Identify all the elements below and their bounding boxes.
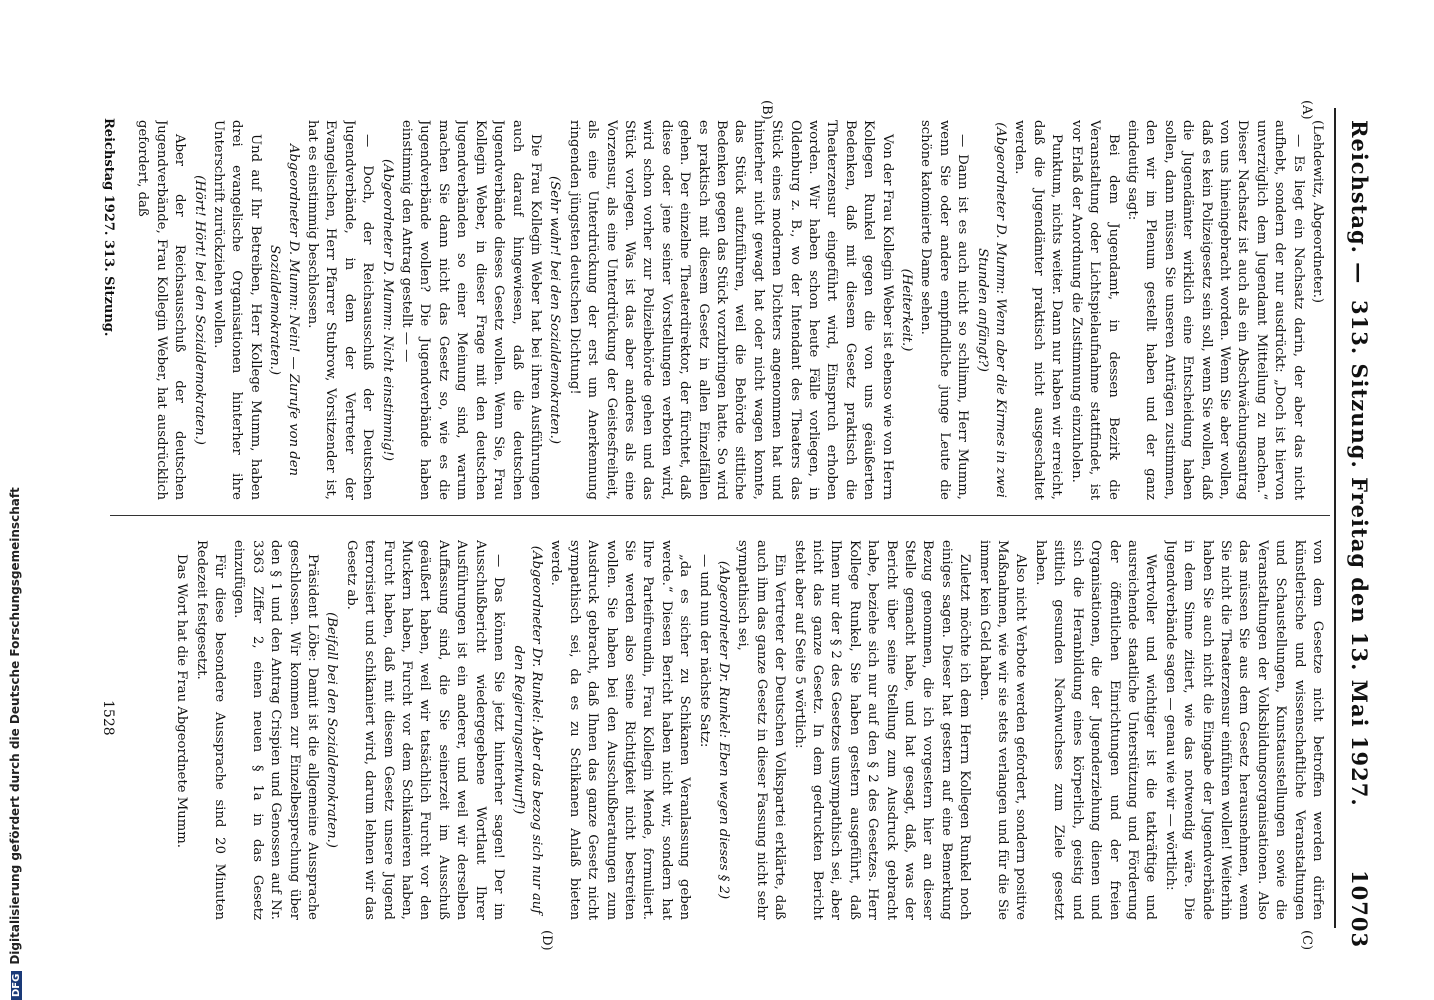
paragraph: (Abgeordneter D. Mumm: Wenn aber die Kirmes in zwei Stunden anfängt?): [974, 122, 1009, 498]
footer-session: Reichstag 1927. 313. Sitzung.: [101, 118, 116, 337]
paragraph: Präsident Löbe: Damit ist die allgemeine Aussprache geschlossen. Wir kommen zur Einzelbesprechung über den § 1 und den Antrag Crispien und Genossen auf Nr. 3363 Ziffer 2, einen neuen § 1a in das Gesetz einzufügen.: [231, 540, 321, 920]
paragraph: Zuletzt möchte ich dem Herrn Kollegen Runkel noch einiges sagen. Dieser hat gestern auf eine Bemerkung Bezug genommen, die ich vorgestern hier an dieser Stelle gemacht habe, und hat gesagt, daß, was der Bericht über seine Stellung zum Ausdruck gebracht habe, beziehe sich nur auf den § 2 des Gesetzes. Herr Kollege Runkel, Sie haben gestern ausgeführt, daß Ihnen nur der § 2 des Gesetzes unsympathisch sei, aber nicht das ganze Gesetz. In dem gedruckten Bericht steht aber auf Seite 5 wörtlich:: [791, 540, 973, 920]
paragraph: (Abgeordneter Dr. Runkel: Aber das bezog sich nur auf den Regierungsentwurf!): [510, 545, 544, 915]
paragraph: — Dann ist es auch nicht so schlimm, Herr Mumm, wenn Sie oder andere empfindliche junge Leute die schöne katomierte Dame sehen.: [918, 120, 971, 500]
paragraph: Wertvoller und wichtiger ist die tatkräftige und ausreichende staatliche Unterstützung und Förderung der öffentlichen Einrichtungen und der freien Organisationen, die der Jugenderziehung dienen und sich die Heranbildung eines körperlich, geistig und sittlich gesunden Nachwuchses zum Ziele gesetzt haben.: [1032, 540, 1159, 920]
margin-mark-c: (C): [1299, 930, 1314, 951]
paragraph: — Doch, der Reichsausschuß der Deutschen Jugendverbände, in dem der Vertreter der Evangelischen, Herr Pfarrer Stubrow, Vorsitzender ist, hat es einstimmig beschlossen.: [305, 120, 376, 500]
paragraph: — Das können Sie jetzt hinterher sagen! Der im Ausschußbericht wiedergegebene Wortlaut Ihrer Ausführungen ist ein anderer, und weil wir derselben Auffassung sind, die Sie seinerzeit im Ausschuß geäußert haben, weil wir tatsächlich Furcht vor den Muckern haben, Furcht vor dem Schikanieren haben, Furcht haben, daß mit diesem Gesetz unsere Jugend terrorisiert und schikaniert wird, darum lehnen wir das Gesetz ab.: [343, 540, 507, 920]
paragraph: (Abgeordneter Dr. Runkel: Eben wegen dieses § 2): [716, 560, 731, 900]
running-head-left: Reichstag. —: [1347, 120, 1372, 285]
paragraph: Die Frau Kollegin Weber hat bei ihren Ausführungen auch darauf hingewiesen, daß die deutschen Jugendverbände dieses Gesetz wollen. Wenn Sie, Frau Kollegin Weber, in dieser Frage mit den deutschen Jugendverbänden so einer Meinung sind, warum machen Sie dann nicht das Gesetz so, wie es die Jugendverbände wollen? Die Jugendverbände haben einstimmig den Antrag gestellt — —: [399, 120, 543, 500]
paragraph: (Hört! Hört! bei den Sozialdemokraten.): [191, 175, 207, 445]
paragraph: (Heiterkeit.): [899, 268, 915, 352]
credit-text: Digitalisierung gefördert durch die Deutsche Forschungsgemeinschaft: [8, 487, 22, 965]
text-column-right: [126, 540, 1326, 920]
paragraph: von dem Gesetze nicht betroffen werden dürfen künstlerische und wissenschaftliche Veranstaltungen und Schaustellungen, Kunstausstellungen sowie die Veranstaltungen der Volksbildungsorganisationen. Also das müssen Sie aus dem Gesetz herausnehmen, wenn Sie nicht die Theaterzensur einführen wollen! Weiterhin haben Sie auch nicht die Eingabe der Jugendverbände in dem Sinne zitiert, wie das notwendig wäre. Die Jugendverbände sagen — genau wie wir — wörtlich:: [1162, 540, 1325, 920]
page-column-number: 10703: [1347, 870, 1372, 949]
margin-mark-b: (B): [759, 100, 774, 120]
paragraph: Abgeordneter D. Mumm: Nein! — Zurufe von den Sozialdemokraten.): [267, 144, 301, 476]
margin-mark-d: (D): [539, 930, 554, 951]
paragraph: (Abgeordneter D. Mumm: Nicht einstimmig!): [379, 158, 395, 462]
paragraph: Also nicht Verbote werden gefordert, sondern positive Maßnahmen, wie wir sie stets verlangen und für die Sie immer kein Geld haben.: [976, 540, 1029, 920]
paragraph: Bei dem Jugendamt, in dessen Bezirk die Veranstaltung oder Lichtspielaufnahme stattfindet, ist vor Erlaß der Anordnung die Zustimmung einzuholen.: [1068, 120, 1121, 500]
running-head-title: 313. Sitzung. Freitag den 13. Mai 1927.: [1347, 300, 1372, 807]
paragraph: Das Wort hat die Frau Abgeordnete Mumm.: [174, 554, 190, 848]
paragraph: „da es sicher zu Schikanen Veranlassung geben werde.“ Diesen Bericht haben nicht wir, sondern hat Ihre Parteifreundin, Frau Kollegin Mende, formuliert. Sie werden also seine Richtigkeit nicht bestreiten wollen. Sie haben bei den Ausschußberatungen zum Ausdruck gebracht, daß Ihnen das ganze Gesetz nicht sympathisch sei, da es zu Schikanen Anlaß bieten werde.: [548, 540, 693, 920]
paragraph: (Beifall bei den Sozialdemokraten.): [324, 612, 340, 848]
paragraph: — und nun der nächste Satz:: [696, 554, 712, 748]
paragraph: Von der Frau Kollegin Weber ist ebenso wie von Herrn Kollegen Runkel gegen die von uns geäußerten Bedenken, daß mit diesem Gesetz praktisch die Theaterzensur eingeführt wird, Einspruch erhoben worden. Wir haben schon heute Fälle vorliegen, in Oldenburg z. B., wo der Intendant des Theaters das Stück eines modernen Dichters angenommen hat und hinterher nicht gewagt hat oder nicht wagen konnte, das Stück aufzuführen, weil die Behörde sittliche Bedenken gegen das Stück vorzubringen hatte. So wird es praktisch mit diesem Gesetz in allen Einzelfällen gehen. Der einzelne Theaterdirektor, der fürchtet, daß diese oder jene seiner Vorstellungen verboten wird, wird schon vorher zur Polizeibehörde gehen und das Stück vorlegen. Was ist das aber anderes als eine Vorzensur, als eine Unterdrückung der Geistesfreiheit, als eine Unterdrückung der erst um Anerkennung ringenden jüngsten deutschen Dichtung!: [566, 120, 895, 500]
dfg-logo: DFG: [11, 971, 22, 1000]
paragraph: (Lehdewitz, Abgeordneter.): [1310, 120, 1325, 304]
margin-mark-a: (A): [1299, 100, 1314, 120]
header-rule: [1334, 108, 1336, 928]
column-divider: [110, 515, 1330, 516]
text-column-left: [126, 120, 1326, 500]
paragraph: — Es liegt ein Nachsatz darin, der aber das nicht aufhebt, sondern der nur ausdrückt: „Doch ist hiervon unverzüglich dem Jugendamt Mitteilung zu machen.“ Dieser Nachsatz ist auch als ein Abschwächungsantrag von uns hineingebracht worden. Wenn Sie aber wollen, daß es kein Polizeigesetz sein soll, wenn Sie wollen, daß die Jugendämter wirklich eine Entscheidung haben sollen, dann müssen Sie unseren Anträgen zustimmen, den wir im Plenum gestellt haben und der ganz eindeutig sagt:: [1124, 120, 1306, 500]
digitization-credit: [8, 0, 28, 1000]
paragraph: Aber der Reichsausschuß der deutschen Jugendverbände, Frau Kollegin Weber, hat ausdrücklich gefordert, daß: [135, 120, 188, 500]
paragraph: Für diese besondere Aussprache sind 20 Minuten Redezeit festgesetzt.: [193, 540, 228, 920]
paragraph: Ein Vertreter der Deutschen Volkspartei erklärte, daß auch ihm das ganze Gesetz in dieser Fassung nicht sehr sympathisch sei,: [735, 540, 788, 920]
paragraph: Und auf Ihr Betreiben, Herr Kollege Mumm, haben drei evangelische Organisationen hinterher ihre Unterschrift zurückziehen wollen.: [211, 120, 263, 500]
paragraph: (Sehr wahr! bei den Sozialdemokraten.): [547, 176, 563, 444]
paragraph: Punktum, nichts weiter. Dann nur haben wir erreicht, daß die Jugendämter praktisch nicht ausgeschaltet werden.: [1012, 120, 1065, 500]
page-number: 1528: [100, 700, 116, 736]
